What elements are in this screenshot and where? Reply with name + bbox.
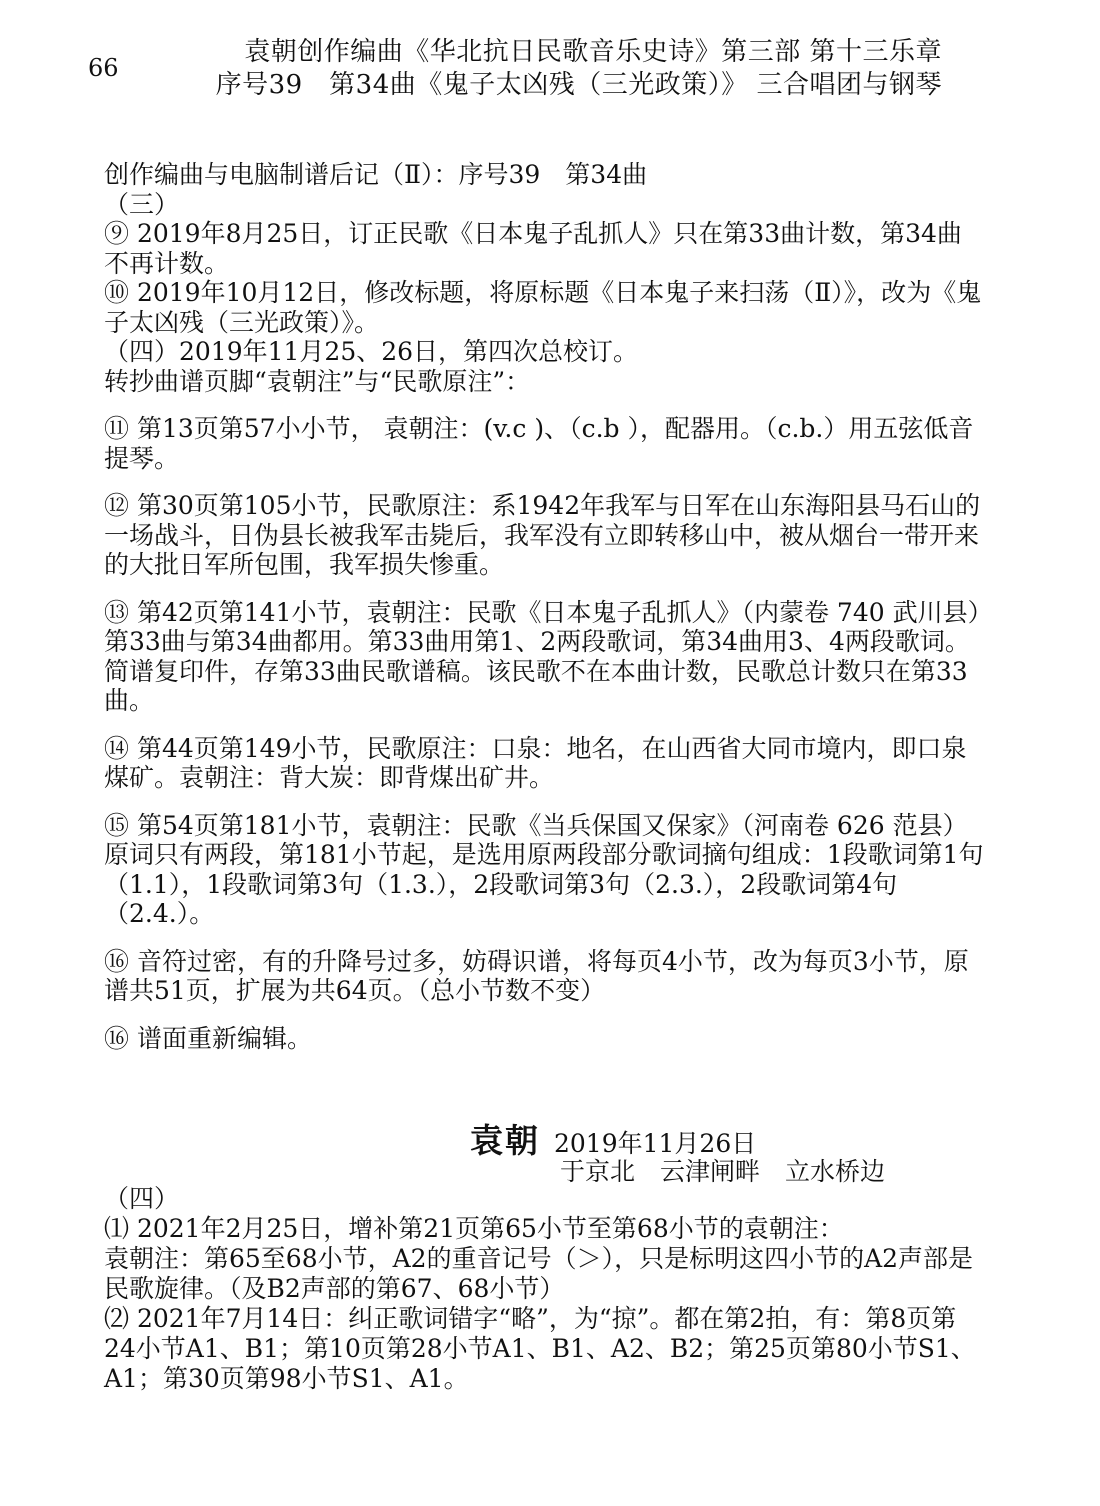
note-item-12: ⑫ 第30页第105小节，民歌原注：系1942年我军与日军在山东海阳县马石山的一场战斗，日伪县长被我军击毙后，我军没有立即转移山中，被从烟台一带开来的大批日军所包围，我军损失惨重。: [104, 491, 981, 579]
addendum-item-1: ⑴ 2021年2月25日，增补第21页第65小节至第68小节的袁朝注：: [104, 1214, 844, 1243]
note-item-14: ⑭ 第44页第149小节，民歌原注：口泉：地名，在山西省大同市境内，即口泉煤矿。袁朝注：背大炭：即背煤出矿井。: [104, 733, 967, 792]
subsection-4-heading: （四）2019年11月25、26日，第四次总校订。: [104, 337, 639, 366]
addendum-item-1-note: 袁朝注：第65至68小节，A2的重音记号（＞），只是标明这四小节的A2声部是民歌旋律。（及B2声部的第67、68小节）: [104, 1244, 974, 1303]
transcribe-heading: 转抄曲谱页脚“袁朝注”与“民歌原注”：: [104, 366, 531, 396]
section-title: 创作编曲与电脑制谱后记（Ⅱ）：序号39 第34曲: [104, 160, 648, 189]
note-item-10: ⑩ 2019年10月12日，修改标题，将原标题《日本鬼子来扫荡（Ⅱ）》，改为《鬼子太凶残（三光政策）》。: [104, 278, 982, 337]
page-number: 66: [88, 54, 119, 82]
header-line-1: 袁朝创作编曲《华北抗日民歌音乐史诗》第三部 第十三乐章: [244, 37, 942, 67]
addendum-section: [104, 1184, 984, 1394]
signature-place: 于京北 云津闸畔 立水桥边: [560, 1157, 886, 1186]
note-item-9: ⑨ 2019年8月25日，订正民歌《日本鬼子乱抓人》只在第33曲计数，第34曲不再计数。: [104, 219, 962, 278]
note-item-11: ⑪ 第13页第57小小节， 袁朝注：(v.c )、（c.b ），配器用。（c.b.）用五弦低音提琴。: [104, 414, 974, 473]
page-header: [200, 36, 942, 102]
signature-name: 袁朝: [470, 1121, 540, 1160]
afterword-section: [104, 160, 984, 1053]
signature-date: 2019年11月26日: [554, 1129, 757, 1158]
addendum-item-2: ⑵ 2021年7月14日：纠正歌词错字“略”，为“掠”。都在第2拍，有：第8页第24小节A1、B1；第10页第28小节A1、B1、A2、B2；第25页第80小节S1、A1；第30页第98小节S1、A1。: [104, 1304, 976, 1393]
subsection-3-heading: （三）: [104, 189, 180, 219]
note-item-16b: ⑯ 谱面重新编辑。: [104, 1023, 312, 1053]
note-item-16a: ⑯ 音符过密，有的升降号过多，妨碍识谱，将每页4小节，改为每页3小节，原谱共51页，扩展为共64页。（总小节数不变）: [104, 946, 969, 1005]
addendum-heading: （四）: [104, 1184, 180, 1213]
header-line-2: 序号39 第34曲《鬼子太凶残（三光政策）》 三合唱团与钢琴: [215, 70, 942, 100]
note-item-15: ⑮ 第54页第181小节，袁朝注：民歌《当兵保国又保家》（河南卷 626 范县）原词只有两段，第181小节起，是选用原两段部分歌词摘句组成：1段歌词第1句（1.1），1段歌词第3句（1.3.），2段歌词第3句（2.3.），2段歌词第4句（2.4.）。: [104, 810, 984, 928]
note-item-13: ⑬ 第42页第141小节，袁朝注：民歌《日本鬼子乱抓人》（内蒙卷 740 武川县）第33曲与第34曲都用。第33曲用第1、2两段歌词，第34曲用3、4两段歌词。简谱复印件，存第33曲民歌谱稿。该民歌不在本曲计数，民歌总计数只在第33曲。: [104, 597, 981, 715]
